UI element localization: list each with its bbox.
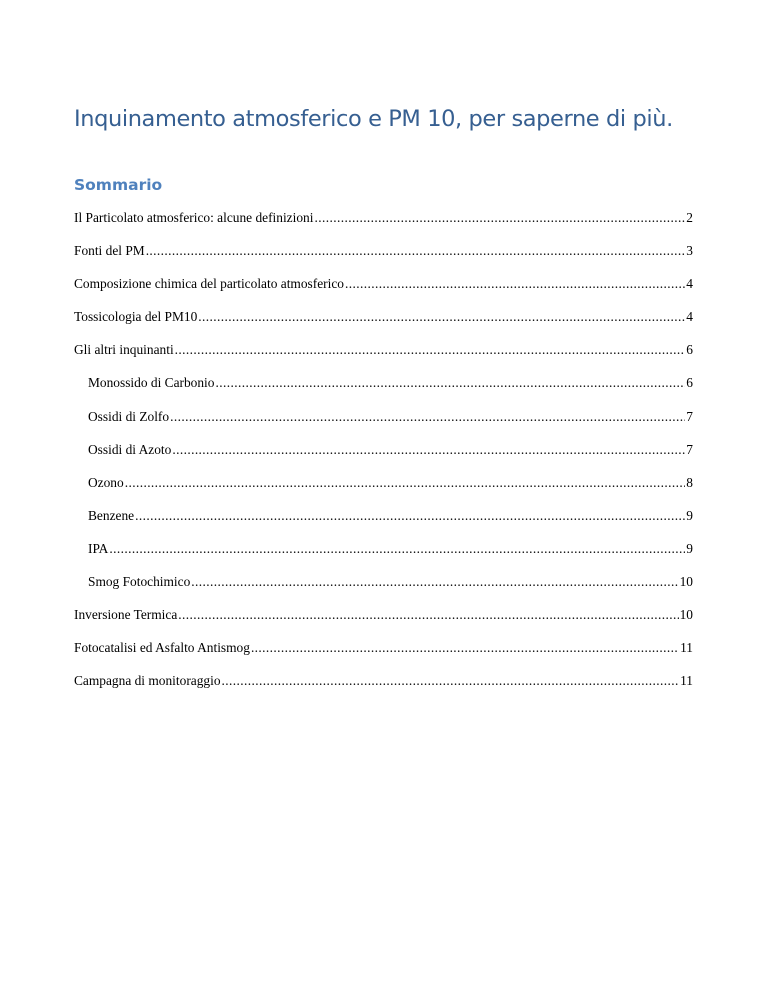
toc-entry[interactable] bbox=[74, 574, 693, 592]
toc-dot-leader bbox=[170, 409, 685, 425]
toc-page-number[interactable]: 11 bbox=[680, 673, 693, 689]
toc-entry[interactable] bbox=[74, 475, 693, 493]
toc-entry[interactable] bbox=[74, 508, 693, 526]
toc-entry[interactable] bbox=[74, 342, 693, 360]
toc-heading: Sommario bbox=[74, 176, 163, 194]
toc-entry[interactable] bbox=[74, 243, 693, 261]
toc-entry[interactable] bbox=[74, 309, 693, 327]
toc-dot-leader bbox=[109, 541, 685, 557]
toc-entry-label[interactable]: IPA bbox=[88, 540, 109, 556]
toc-entry[interactable] bbox=[74, 375, 693, 393]
toc-dot-leader bbox=[215, 375, 685, 391]
toc-entry-label[interactable]: Ossidi di Azoto bbox=[88, 441, 172, 457]
toc-entry-label[interactable]: Ossidi di Zolfo bbox=[88, 408, 170, 424]
toc-entry[interactable] bbox=[74, 607, 693, 625]
toc-entry-label[interactable]: Il Particolato atmosferico: alcune definizioni bbox=[74, 210, 314, 225]
toc-dot-leader bbox=[178, 607, 678, 623]
toc-dot-leader bbox=[172, 442, 685, 458]
toc-entry[interactable] bbox=[74, 276, 693, 294]
toc-page-number[interactable]: 11 bbox=[680, 640, 693, 656]
toc-page-number[interactable]: 10 bbox=[679, 607, 693, 623]
toc-entry-label[interactable]: Campagna di monitoraggio bbox=[74, 673, 221, 689]
toc-page-number[interactable]: 7 bbox=[686, 408, 693, 424]
toc-dot-leader bbox=[135, 508, 685, 524]
toc-page-number[interactable]: 2 bbox=[686, 210, 693, 225]
toc-dot-leader bbox=[222, 673, 680, 689]
toc-page-number[interactable]: 4 bbox=[686, 276, 693, 292]
toc-entry-label[interactable]: Smog Fotochimico bbox=[88, 574, 191, 590]
toc-entry-label[interactable]: Inversione Termica bbox=[74, 607, 178, 623]
toc-page-number[interactable]: 9 bbox=[686, 507, 693, 523]
toc-dot-leader bbox=[146, 243, 686, 259]
toc-page-number[interactable]: 6 bbox=[686, 342, 693, 358]
toc-page-number[interactable]: 9 bbox=[686, 540, 693, 556]
toc-entry-label[interactable]: Gli altri inquinanti bbox=[74, 342, 174, 358]
table-of-contents bbox=[74, 210, 693, 706]
toc-page-number[interactable]: 3 bbox=[686, 243, 693, 259]
toc-entry[interactable] bbox=[74, 442, 693, 460]
toc-dot-leader bbox=[345, 276, 685, 292]
toc-entry[interactable] bbox=[74, 409, 693, 427]
toc-entry-label[interactable]: Ozono bbox=[88, 474, 124, 490]
toc-entry-label[interactable]: Tossicologia del PM10 bbox=[74, 309, 198, 325]
toc-entry[interactable] bbox=[74, 640, 693, 658]
toc-page-number[interactable]: 4 bbox=[686, 309, 693, 325]
toc-entry-label[interactable]: Fotocatalisi ed Asfalto Antismog bbox=[74, 640, 250, 656]
toc-page-number[interactable]: 6 bbox=[686, 375, 693, 391]
toc-entry[interactable] bbox=[74, 210, 693, 228]
toc-dot-leader bbox=[198, 309, 685, 325]
toc-entry[interactable] bbox=[74, 541, 693, 559]
toc-dot-leader bbox=[314, 210, 685, 226]
toc-entry-label[interactable]: Composizione chimica del particolato atmosferico bbox=[74, 276, 344, 292]
toc-dot-leader bbox=[251, 640, 679, 656]
toc-entry-label[interactable]: Monossido di Carbonio bbox=[88, 375, 215, 391]
toc-page-number[interactable]: 7 bbox=[686, 441, 693, 457]
toc-dot-leader bbox=[175, 342, 686, 358]
toc-entry-label[interactable]: Benzene bbox=[88, 507, 135, 523]
document-title: Inquinamento atmosferico e PM 10, per saperne di più. bbox=[74, 106, 673, 132]
toc-page-number[interactable]: 10 bbox=[679, 574, 693, 590]
toc-entry[interactable] bbox=[74, 673, 693, 691]
toc-page-number[interactable]: 8 bbox=[686, 474, 693, 490]
toc-entry-label[interactable]: Fonti del PM bbox=[74, 243, 145, 259]
toc-dot-leader bbox=[125, 475, 686, 491]
toc-dot-leader bbox=[191, 574, 678, 590]
